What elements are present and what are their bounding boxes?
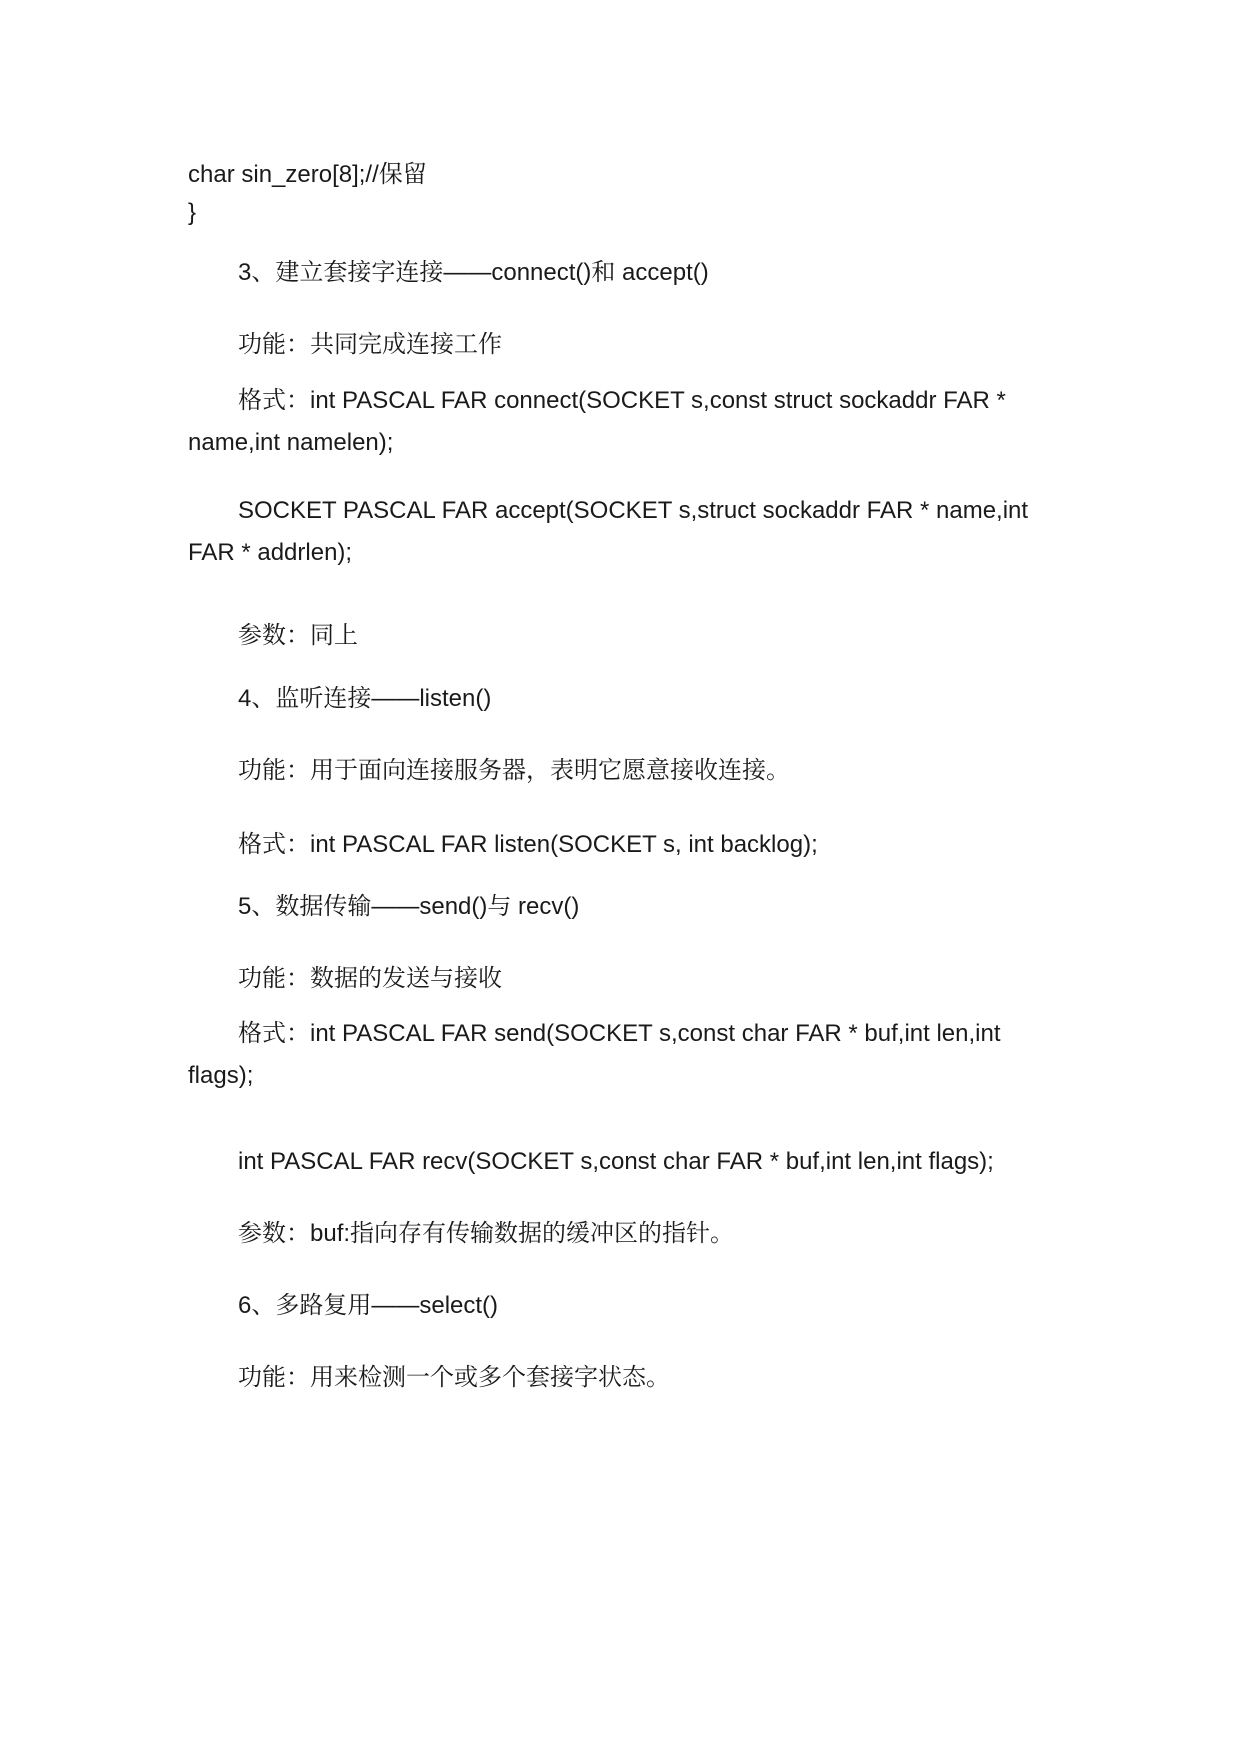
section-heading-select: 6、多路复用——select() (238, 1292, 499, 1319)
section-heading-listen: 4、监听连接——listen() (238, 685, 492, 712)
paragraph-send-format: 格式：int PASCAL FAR send(SOCKET s,const char FAR * buf,int len,int flags); (188, 1020, 1001, 1089)
paragraph-recv-format: int PASCAL FAR recv(SOCKET s,const char FAR * buf,int len,int flags); (238, 1148, 994, 1175)
section-heading-send-recv: 5、数据传输——send()与 recv() (238, 893, 580, 920)
paragraph-send-recv-function: 功能：数据的发送与接收 (238, 965, 502, 992)
paragraph-select-function: 功能：用来检测一个或多个套接字状态。 (238, 1364, 670, 1391)
paragraph-accept-format: SOCKET PASCAL FAR accept(SOCKET s,struct sockaddr FAR * name,int FAR * addrlen); (188, 497, 1029, 566)
paragraph-connect-function: 功能：共同完成连接工作 (238, 331, 502, 358)
paragraph-connect-format: 格式：int PASCAL FAR connect(SOCKET s,const struct sockaddr FAR * name,int namelen); (188, 387, 1006, 456)
paragraph-listen-function: 功能：用于面向连接服务器，表明它愿意接收连接。 (238, 757, 790, 784)
paragraph-buf-params: 参数：buf:指向存有传输数据的缓冲区的指针。 (238, 1220, 735, 1247)
code-line-sin-zero: char sin_zero[8];//保留 (188, 161, 427, 188)
section-heading-connect-accept: 3、建立套接字连接——connect()和 accept() (238, 259, 709, 286)
paragraph-listen-format: 格式：int PASCAL FAR listen(SOCKET s, int backlog); (238, 831, 818, 858)
code-line-closing-brace: } (188, 199, 197, 226)
paragraph-connect-params: 参数：同上 (238, 622, 358, 649)
